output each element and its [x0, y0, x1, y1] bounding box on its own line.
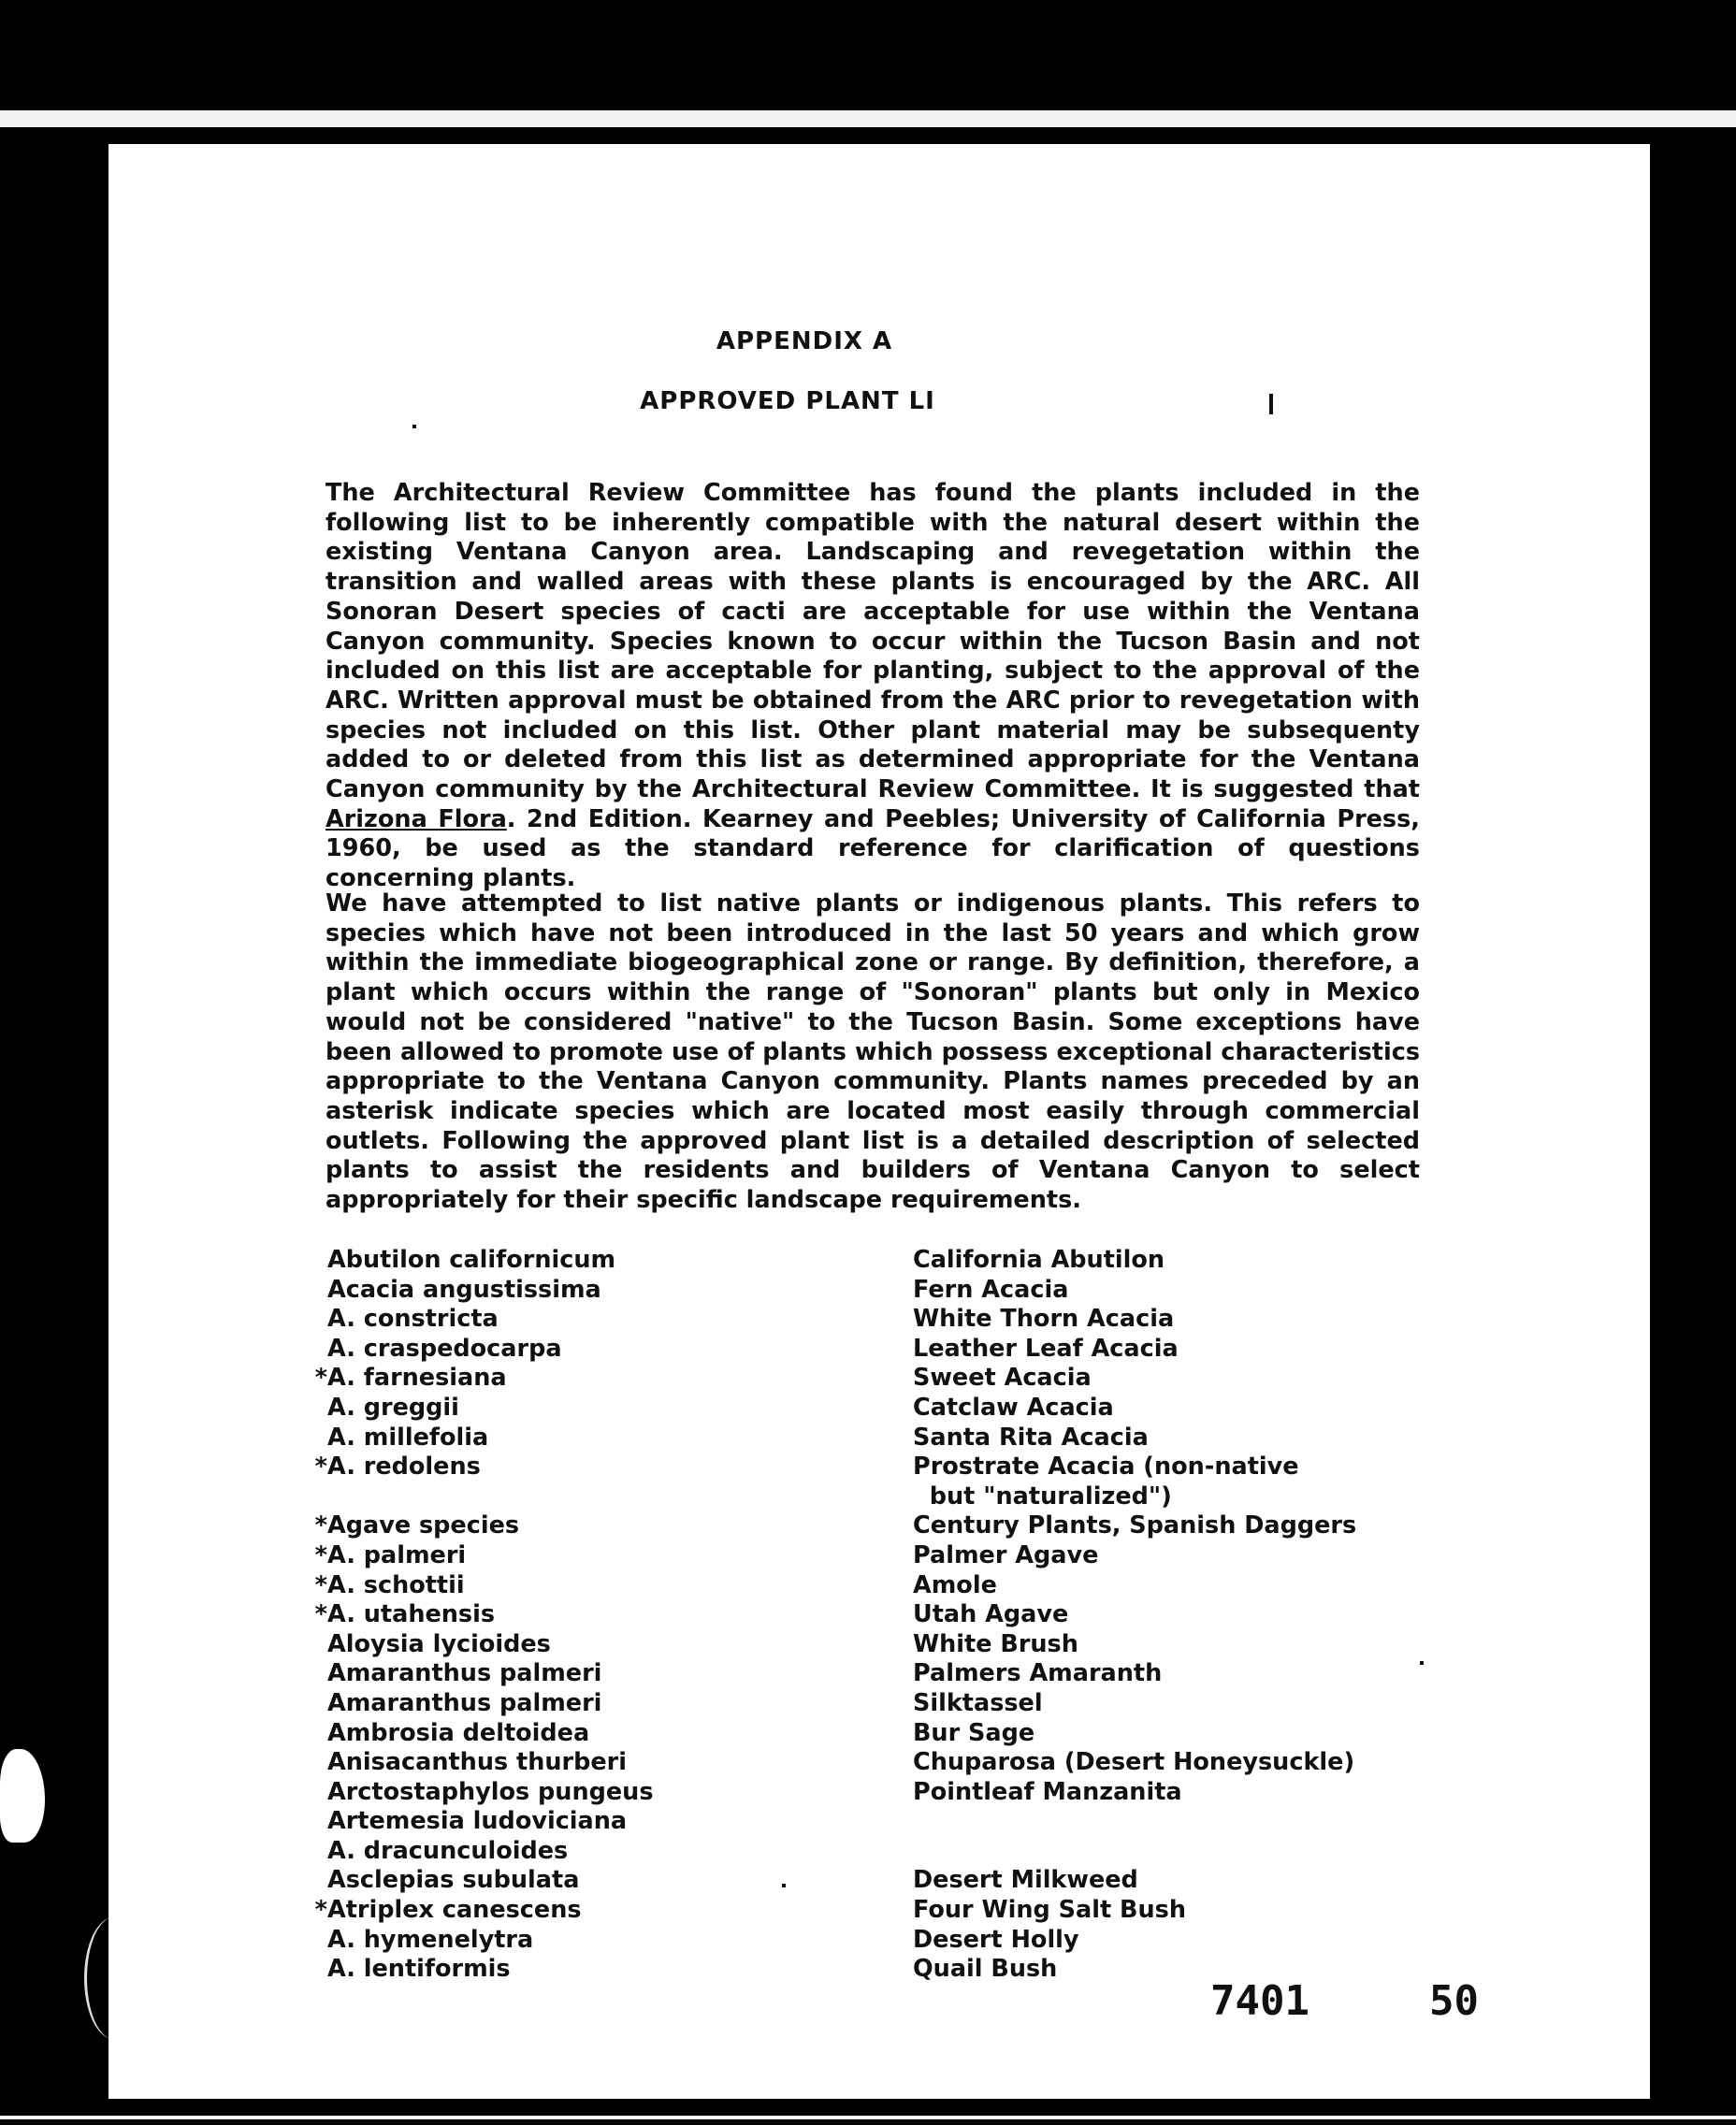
plant-common-name: but "naturalized") [913, 1482, 1172, 1511]
plant-common-name: Four Wing Salt Bush [913, 1896, 1186, 1925]
scientific-name-text: A. constricta [327, 1305, 499, 1334]
plant-scientific-name [314, 1276, 875, 1306]
document-number: 7401 [1210, 1977, 1309, 2025]
plant-common-name: Santa Rita Acacia [913, 1423, 1149, 1452]
scientific-name-text: A. millefolia [327, 1423, 489, 1452]
scientific-name-text: A. utahensis [327, 1600, 496, 1629]
scientific-name-text: A. dracunculoides [327, 1836, 569, 1865]
scientific-name-text: Artemesia ludoviciana [327, 1807, 628, 1836]
asterisk-marker: * [314, 1511, 327, 1540]
asterisk-marker: * [314, 1540, 327, 1569]
plant-scientific-name [314, 1896, 875, 1926]
plant-common-name: Desert Milkweed [913, 1866, 1138, 1895]
scientific-name-text: A. lentiformis [327, 1955, 511, 1984]
scientific-name-text: Atriplex canescens [327, 1896, 582, 1925]
plant-scientific-name [314, 1394, 875, 1424]
scientific-name-text: Arctostaphylos pungeus [327, 1777, 654, 1806]
plant-common-name: White Brush [913, 1629, 1078, 1658]
plant-common-name: Prostrate Acacia (non-native [913, 1453, 1299, 1482]
scan-border-strip [0, 110, 1736, 127]
plant-scientific-name [314, 1600, 875, 1630]
stray-dot [782, 1884, 786, 1887]
plant-common-name [913, 1837, 1568, 1867]
scientific-name-text: Aloysia lycioides [327, 1629, 551, 1658]
intro-text-end: . 2nd Edition. Kearney and Peebles; University of California Press, 1960, be used as the standard reference for clarification of questions concerning plants. [326, 804, 1420, 893]
plant-scientific-name [314, 1453, 875, 1482]
plant-scientific-name [314, 1246, 875, 1276]
scientific-name-text: Anisacanthus thurberi [327, 1748, 627, 1777]
scan-bottom-edge [0, 2116, 1736, 2119]
stray-mark [1269, 394, 1273, 414]
stray-dot [412, 425, 416, 428]
scan-artifact-arc [84, 1917, 143, 2039]
plant-common-name: Palmer Agave [913, 1540, 1099, 1569]
plant-common-name: Desert Holly [913, 1925, 1079, 1954]
scan-artifact-spot [0, 1749, 45, 1843]
scientific-name-text: Acacia angustissima [327, 1275, 601, 1304]
scientific-name-text: Amaranthus palmeri [327, 1659, 602, 1688]
scientific-name-text: A. craspedocarpa [327, 1334, 562, 1363]
asterisk-marker: * [314, 1453, 327, 1482]
plant-common-name: Sweet Acacia [913, 1364, 1092, 1393]
plant-common-name: Pointleaf Manzanita [913, 1777, 1182, 1806]
plant-list-title: APPROVED PLANT LI [640, 387, 935, 415]
plant-scientific-name [314, 1571, 875, 1601]
plant-scientific-name [314, 1926, 875, 1956]
scientific-name-text: Amaranthus palmeri [327, 1688, 602, 1717]
plant-common-name: Utah Agave [913, 1600, 1069, 1629]
asterisk-marker: * [314, 1896, 327, 1925]
scientific-name-text: A. farnesiana [327, 1364, 507, 1393]
scientific-names-list [314, 1246, 875, 1985]
asterisk-marker: * [314, 1570, 327, 1599]
plant-scientific-name [314, 1778, 875, 1808]
native-plants-paragraph: We have attempted to list native plants or indigenous plants. This refers to species which have not been introduced in the last 50 years and which grow within the immediate biogeographical zone or range. By definition, therefore, a plant which occurs within the range of "Sonoran" plants but only in Mexico would not be considered "native" to the Tucson Basin. Some exceptions have been allowed to promote use of plants which possess exceptional characteristics appropriate to the Ventana Canyon community. Plants names preceded by an asterisk indicate species which are located most easily through commercial outlets. Following the approved plant list is a detailed description of selected plants to assist the residents and builders of Ventana Canyon to select appropriately for their specific landscape requirements. [326, 889, 1420, 1215]
plant-common-name: California Abutilon [913, 1246, 1165, 1274]
intro-paragraph [326, 479, 1420, 894]
plant-scientific-name [314, 1866, 875, 1896]
plant-common-name: Catclaw Acacia [913, 1393, 1114, 1422]
plant-scientific-name [314, 1424, 875, 1453]
plant-scientific-name [314, 1807, 875, 1837]
asterisk-marker: * [314, 1364, 327, 1393]
plant-scientific-name [314, 1837, 875, 1867]
plant-common-name: Amole [913, 1570, 997, 1599]
appendix-heading: APPENDIX A [716, 327, 893, 355]
stray-dot [1420, 1661, 1424, 1665]
reference-book-title: Arizona Flora [326, 804, 507, 833]
intro-text-start: The Architectural Review Committee has found the plants included in the following list to be inherently compatible with the natural desert within the existing Ventana Canyon area. Landscaping and revegetation within the transition and walled areas with these plants is encouraged by the ARC. All Sonoran Desert species of cacti are acceptable for use within the Ventana Canyon community. Species known to occur within the Tucson Basin and not included on this list are acceptable for planting, subject to the approval of the ARC. Written approval must be obtained from the ARC prior to revegetation with species not included on this list. Other plant material may be subsequenty added to or deleted from this list as determined appropriate for the Ventana Canyon community by the Architectural Review Committee. It is suggested that [326, 479, 1420, 804]
plant-scientific-name [314, 1305, 875, 1335]
plant-scientific-name [314, 1748, 875, 1778]
plant-scientific-name [314, 1659, 875, 1689]
plant-common-name: Fern Acacia [913, 1275, 1069, 1304]
scientific-name-text: A. redolens [327, 1453, 481, 1482]
plant-common-name: Leather Leaf Acacia [913, 1334, 1179, 1363]
scientific-name-text: A. palmeri [327, 1540, 467, 1569]
page-number: 50 [1429, 1977, 1479, 2025]
scientific-name-text: Ambrosia deltoidea [327, 1718, 590, 1747]
scientific-name-text: Abutilon californicum [327, 1246, 616, 1274]
scientific-name-text: A. hymenelytra [327, 1925, 534, 1954]
scientific-name-text: Agave species [327, 1511, 520, 1540]
scientific-name-text: Asclepias subulata [327, 1866, 580, 1895]
plant-common-name [913, 1807, 1568, 1837]
common-names-list [913, 1246, 1568, 1985]
asterisk-marker: * [314, 1600, 327, 1629]
plant-common-name: White Thorn Acacia [913, 1305, 1175, 1334]
plant-common-name: Bur Sage [913, 1718, 1035, 1747]
plant-scientific-name [314, 1511, 875, 1541]
plant-common-name: Century Plants, Spanish Daggers [913, 1511, 1357, 1540]
scientific-name-text: A. greggii [327, 1393, 459, 1422]
document-page [108, 144, 1650, 2099]
plant-scientific-name [314, 1482, 875, 1512]
plant-scientific-name [314, 1689, 875, 1719]
plant-common-name: Palmers Amaranth [913, 1659, 1163, 1688]
scientific-name-text: A. schottii [327, 1570, 465, 1599]
plant-common-name: Silktassel [913, 1688, 1043, 1717]
plant-scientific-name [314, 1335, 875, 1365]
plant-scientific-name [314, 1541, 875, 1571]
plant-scientific-name [314, 1719, 875, 1749]
plant-common-name: Chuparosa (Desert Honeysuckle) [913, 1748, 1355, 1777]
plant-scientific-name [314, 1630, 875, 1660]
plant-common-name: Quail Bush [913, 1955, 1058, 1984]
plant-scientific-name [314, 1955, 875, 1985]
plant-scientific-name [314, 1364, 875, 1394]
